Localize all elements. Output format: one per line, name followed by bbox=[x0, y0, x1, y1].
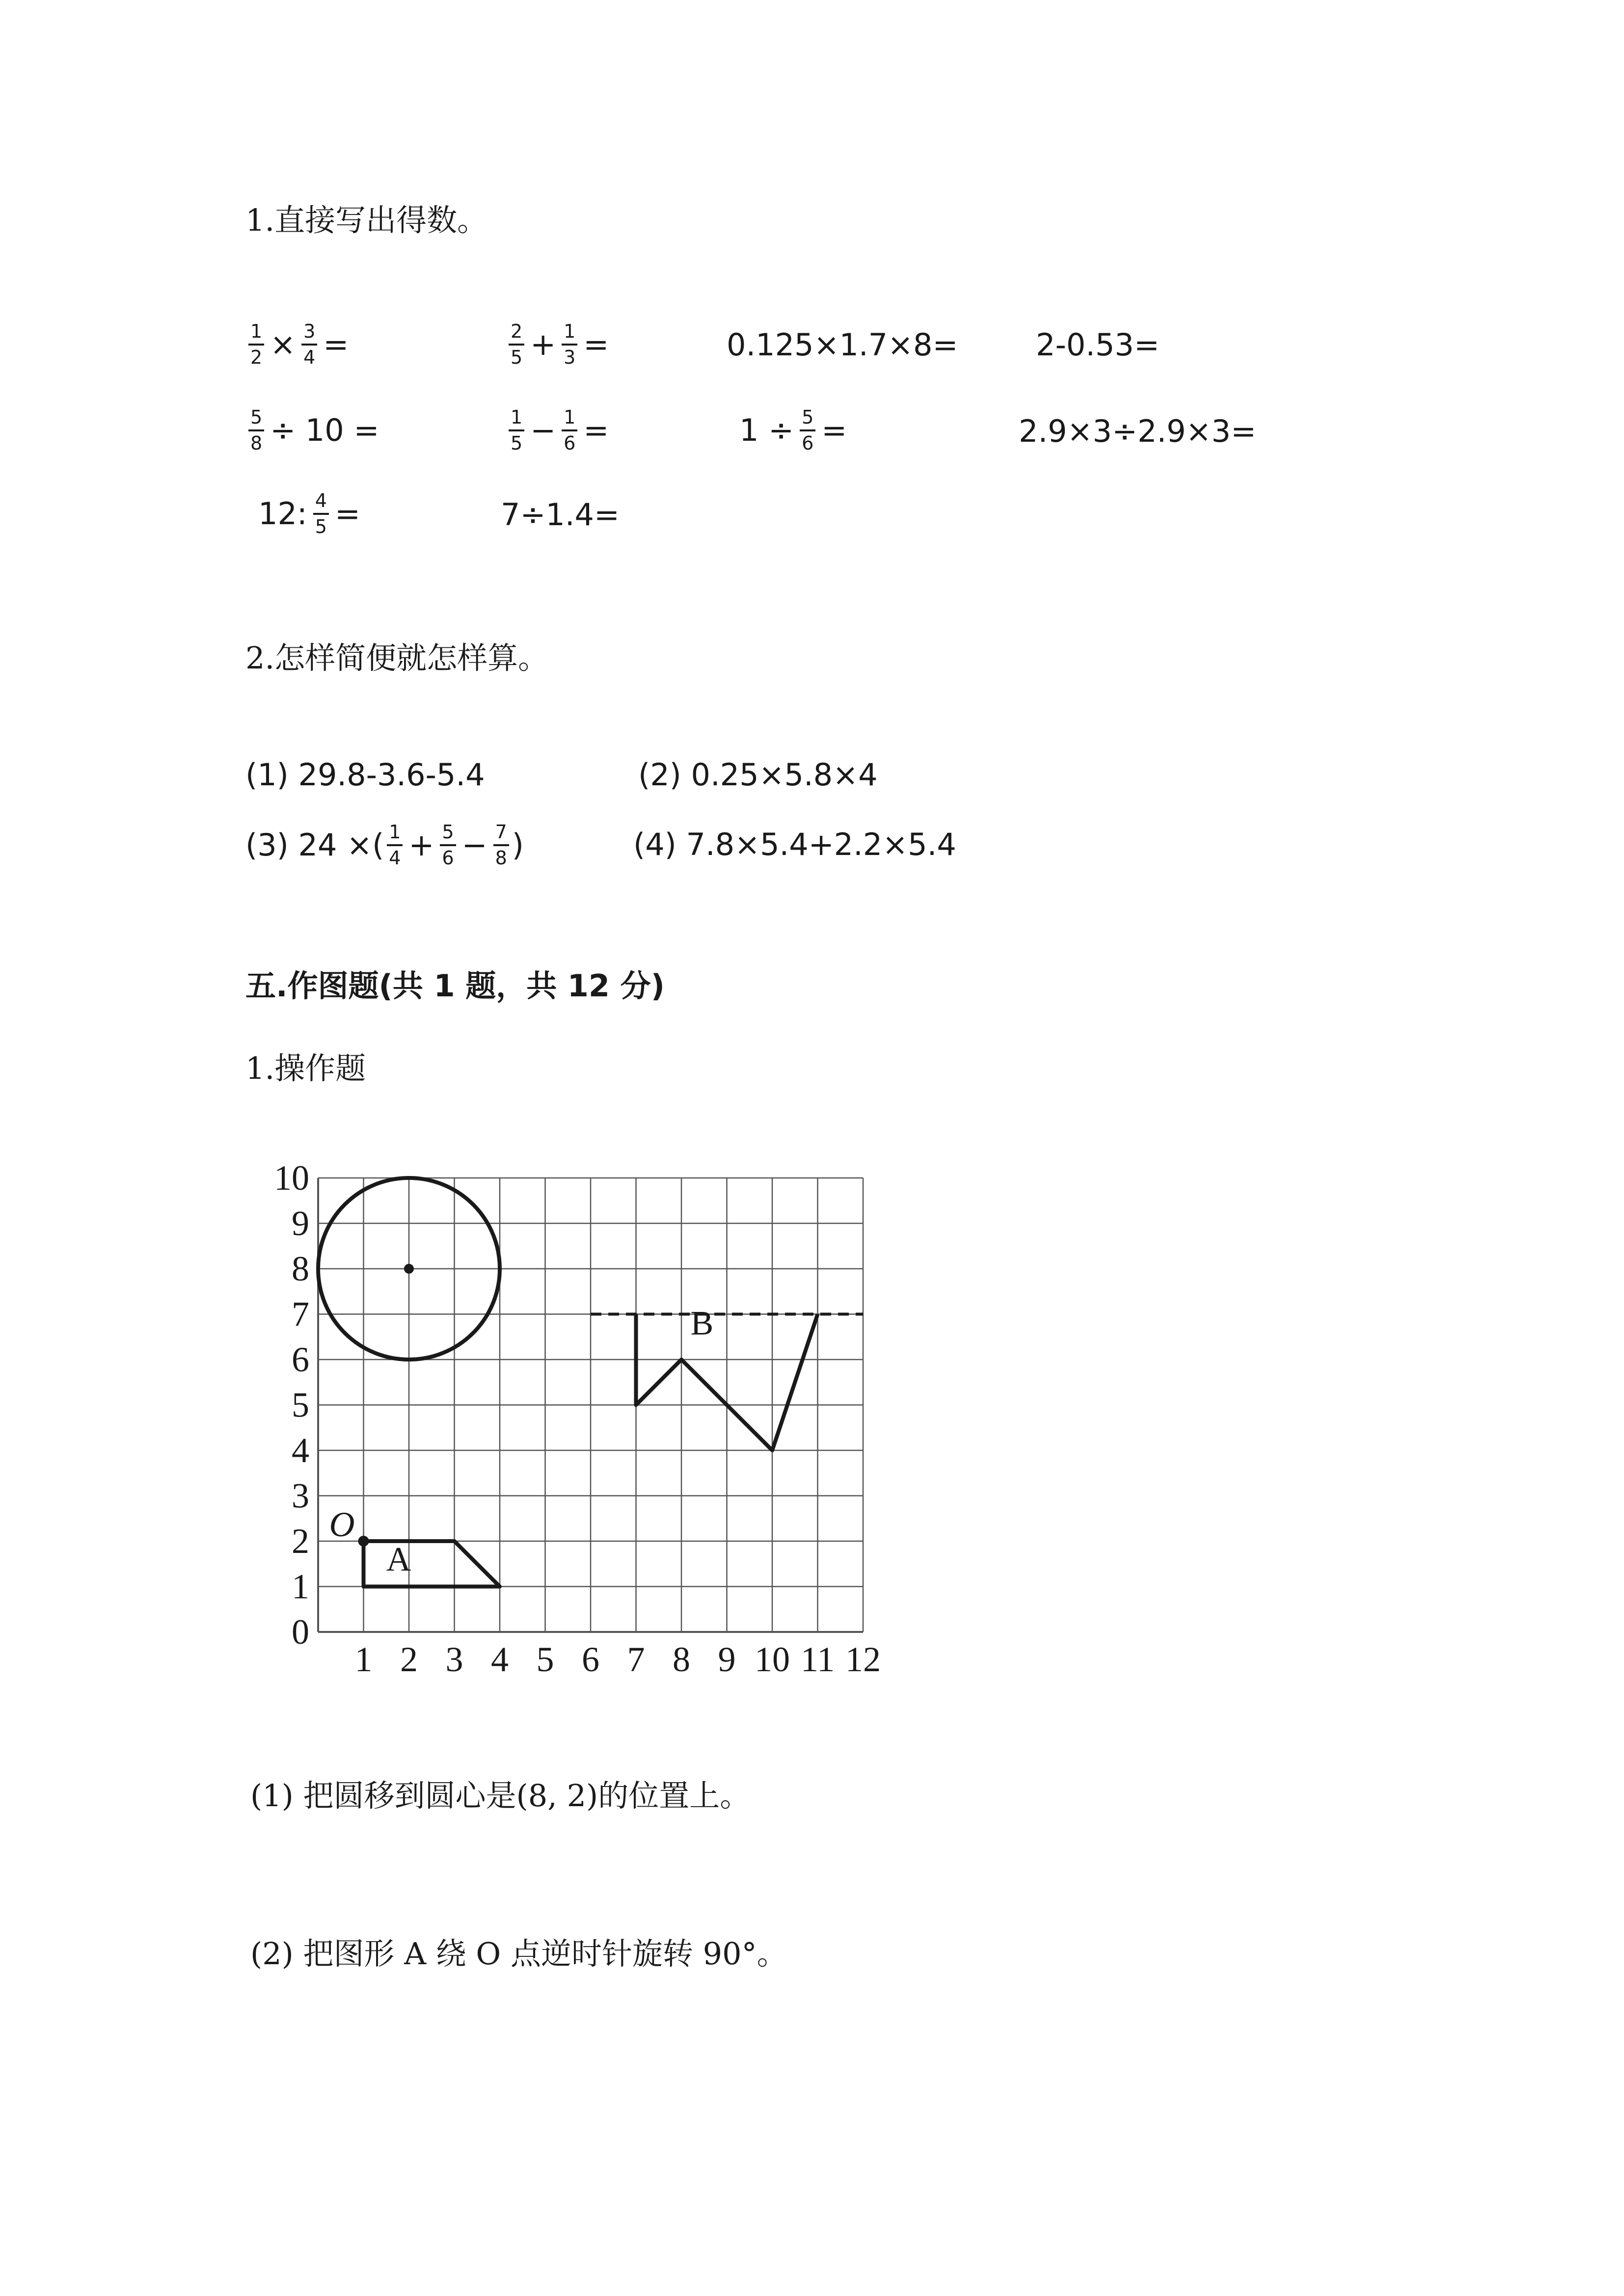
frac-numerator: 5 bbox=[800, 407, 815, 431]
operator: + bbox=[530, 326, 556, 363]
frac-denominator: 5 bbox=[511, 347, 523, 369]
y-tick-label: 0 bbox=[292, 1612, 309, 1652]
q2-p3-tail: ) bbox=[512, 827, 524, 863]
shape-a bbox=[364, 1541, 500, 1587]
frac-numerator: 3 bbox=[301, 321, 317, 346]
frac-numerator: 1 bbox=[509, 407, 524, 431]
q1-expression-1 bbox=[245, 321, 352, 368]
fraction-b bbox=[800, 407, 815, 454]
x-tick-label: 7 bbox=[627, 1640, 645, 1679]
expression-head: 1 ÷ bbox=[739, 412, 794, 449]
operator: × bbox=[270, 326, 296, 363]
fraction-a bbox=[248, 407, 264, 454]
x-tick-label: 8 bbox=[673, 1640, 690, 1679]
section5-q1-title: 1.操作题 bbox=[245, 1050, 366, 1086]
expression-tail: ÷ 10 = bbox=[270, 412, 379, 449]
q1-expression-4: 2-0.53= bbox=[1036, 327, 1160, 363]
q2-problem-2: (2) 0.25×5.8×4 bbox=[638, 757, 878, 793]
frac-numerator: 5 bbox=[440, 822, 456, 846]
x-tick-label: 4 bbox=[491, 1640, 509, 1679]
equals-sign: = bbox=[323, 326, 349, 363]
q1-title: 1.直接写出得数。 bbox=[245, 202, 488, 238]
label-o: O bbox=[329, 1505, 355, 1544]
frac-denominator: 5 bbox=[511, 432, 523, 454]
q2-title: 2.怎样简便就怎样算。 bbox=[245, 640, 549, 676]
y-tick-label: 3 bbox=[292, 1476, 309, 1516]
q1-expression-9 bbox=[255, 491, 363, 537]
frac-denominator: 6 bbox=[802, 432, 814, 454]
q2-p3-frac-3 bbox=[493, 822, 509, 868]
x-tick-label: 5 bbox=[536, 1640, 554, 1679]
circle-center-dot bbox=[404, 1264, 414, 1274]
q2-p3-op-2: − bbox=[461, 827, 487, 863]
q2-p3-head: (3) 24 ×( bbox=[245, 827, 384, 863]
y-tick-label: 1 bbox=[292, 1567, 309, 1606]
y-tick-label: 2 bbox=[292, 1522, 309, 1561]
frac-denominator: 4 bbox=[303, 347, 316, 369]
q2-p3-frac-1 bbox=[387, 822, 403, 868]
x-tick-label: 1 bbox=[354, 1640, 373, 1679]
frac-numerator: 5 bbox=[248, 407, 264, 431]
frac-denominator: 8 bbox=[495, 847, 507, 869]
q2-p3-op-1: + bbox=[408, 827, 434, 863]
task-1: (1) 把圆移到圆心是(8, 2)的位置上。 bbox=[250, 1778, 751, 1814]
frac-denominator: 3 bbox=[564, 347, 576, 369]
frac-numerator: 1 bbox=[387, 822, 403, 846]
x-tick-label: 9 bbox=[718, 1640, 736, 1679]
q1-expression-10: 7÷1.4= bbox=[501, 497, 620, 533]
x-tick-label: 12 bbox=[845, 1640, 881, 1679]
y-tick-label: 7 bbox=[292, 1294, 309, 1334]
q1-expression-6 bbox=[506, 407, 612, 454]
frac-denominator: 6 bbox=[442, 847, 454, 869]
fraction-b bbox=[313, 491, 329, 537]
equals-sign: = bbox=[583, 326, 609, 363]
frac-numerator: 7 bbox=[493, 822, 509, 846]
equals-sign: = bbox=[583, 412, 609, 449]
y-tick-label: 8 bbox=[292, 1249, 309, 1288]
y-tick-label: 4 bbox=[292, 1431, 309, 1470]
equals-sign: = bbox=[334, 496, 360, 532]
x-tick-label: 11 bbox=[800, 1640, 835, 1679]
x-tick-label: 2 bbox=[400, 1640, 418, 1679]
y-tick-label: 6 bbox=[292, 1340, 309, 1379]
frac-denominator: 8 bbox=[250, 432, 263, 454]
q2-problem-4: (4) 7.8×5.4+2.2×5.4 bbox=[633, 827, 956, 862]
q1-expression-8: 2.9×3÷2.9×3= bbox=[1019, 413, 1256, 449]
frac-denominator: 5 bbox=[315, 516, 327, 538]
y-tick-label: 10 bbox=[274, 1163, 309, 1198]
y-tick-label: 5 bbox=[292, 1385, 309, 1425]
fraction-b bbox=[301, 321, 317, 368]
q1-expression-3: 0.125×1.7×8= bbox=[727, 327, 958, 363]
coordinate-grid-figure bbox=[245, 1163, 903, 1693]
point-o-dot bbox=[358, 1536, 369, 1547]
x-tick-label: 6 bbox=[582, 1640, 599, 1679]
frac-numerator: 1 bbox=[562, 407, 577, 431]
y-tick-label: 9 bbox=[292, 1203, 309, 1243]
x-tick-label: 10 bbox=[755, 1640, 790, 1679]
operator: − bbox=[530, 412, 556, 449]
label-b: B bbox=[690, 1305, 714, 1343]
x-tick-label: 3 bbox=[445, 1640, 463, 1679]
fraction-a bbox=[509, 407, 524, 454]
section5-heading: 五.作图题(共 1 题，共 12 分) bbox=[245, 968, 665, 1004]
frac-numerator: 4 bbox=[313, 491, 329, 515]
fraction-a bbox=[248, 321, 264, 368]
frac-numerator: 1 bbox=[562, 321, 577, 346]
fraction-a bbox=[509, 321, 524, 368]
equals-sign: = bbox=[821, 412, 847, 449]
task-2: (2) 把图形 A 绕 O 点逆时针旋转 90°。 bbox=[250, 1936, 787, 1972]
frac-denominator: 2 bbox=[250, 347, 263, 369]
q2-problem-1: (1) 29.8-3.6-5.4 bbox=[245, 757, 485, 793]
frac-denominator: 6 bbox=[564, 432, 576, 454]
q2-problem-3 bbox=[245, 822, 524, 868]
frac-denominator: 4 bbox=[389, 847, 401, 869]
q2-p3-frac-2 bbox=[440, 822, 456, 868]
label-a: A bbox=[386, 1541, 411, 1579]
frac-numerator: 2 bbox=[509, 321, 524, 346]
frac-numerator: 1 bbox=[248, 321, 264, 346]
q1-expression-2 bbox=[506, 321, 612, 368]
fraction-b bbox=[562, 407, 577, 454]
q1-expression-5 bbox=[245, 407, 382, 454]
axis-labels bbox=[274, 1163, 881, 1679]
fraction-b bbox=[562, 321, 577, 368]
q1-expression-7 bbox=[736, 407, 850, 454]
expression-head: 12: bbox=[258, 496, 307, 532]
